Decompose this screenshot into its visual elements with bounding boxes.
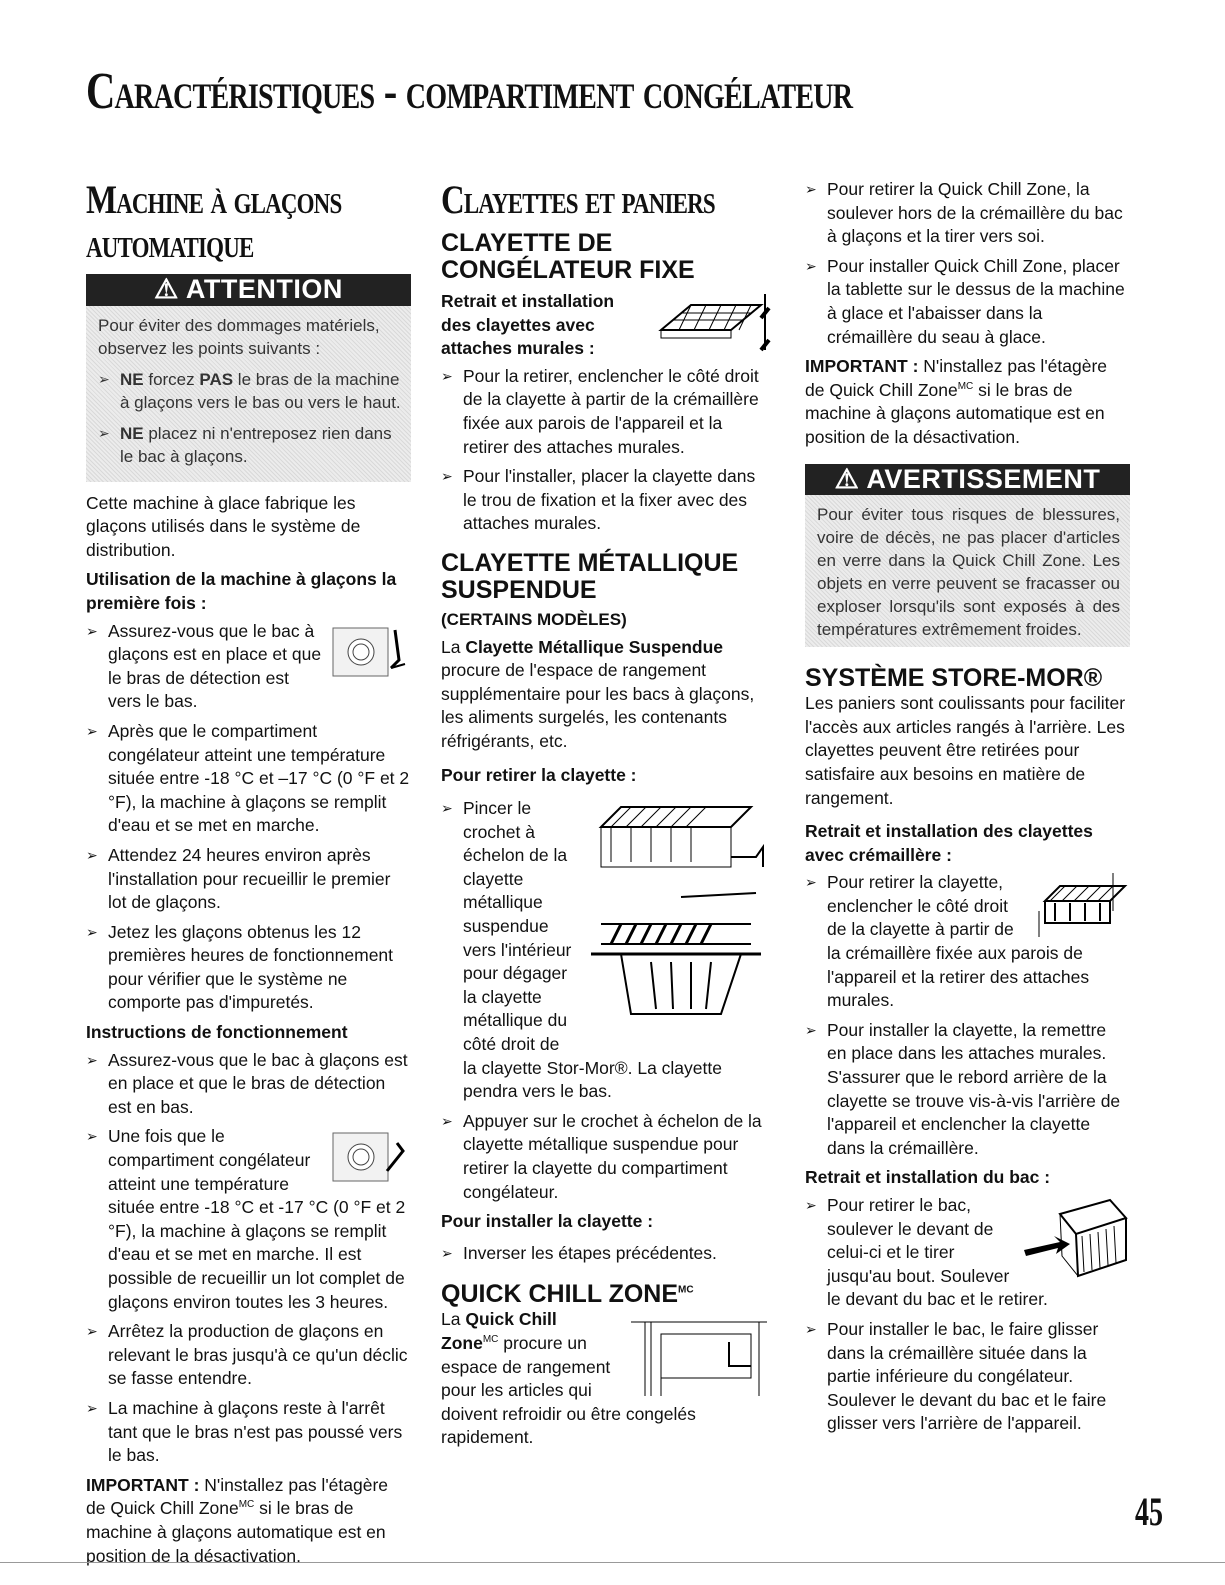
- ice-bin-illustration-2: [331, 1125, 411, 1185]
- rack-shelf-list: [805, 871, 1130, 1160]
- emph: Clayette Métallique Suspendue: [465, 636, 724, 657]
- trademark-sup: MC: [678, 1285, 694, 1297]
- column-ice-maker: [86, 178, 411, 1572]
- warning-box: [805, 464, 1130, 648]
- ice-maker-intro: Cette machine à glace fabrique les glaçons utilisés dans le système de distribution.: [86, 492, 361, 560]
- remove-shelf-list: [441, 797, 771, 1204]
- text-rest-2: placez ni n'entreposez rien dans le bac à glaçons.: [120, 423, 392, 466]
- bin-list: [805, 1194, 1130, 1436]
- attention-box: [86, 274, 411, 482]
- qcz-heading-text: QUICK CHILL ZONE: [441, 1280, 679, 1309]
- certain-models-label: (CERTAINS MODÈLES): [441, 609, 627, 629]
- column-store-mor: [805, 178, 1130, 1442]
- list-item: ➢ La machine à glaçons reste à l'arrêt tant que le bras n'est pas poussé vers le bas.: [86, 1397, 411, 1468]
- attention-item-2: [98, 422, 401, 468]
- list-item: ➢ Pour retirer la clayette, enclencher le côté droit de la clayette à partir de la crémaillère fixée aux parois de l'appareil et la retirer des attaches murales.: [805, 871, 1130, 1013]
- page-number: 45: [1135, 1489, 1163, 1534]
- important-text: N'installez pas l'étagère de Quick Chill Zone: [805, 356, 1108, 400]
- operation-list: [86, 1049, 411, 1468]
- first-use-heading: Utilisation de la machine à glaçons la première fois :: [86, 569, 397, 613]
- trademark-sup: MC: [238, 1499, 255, 1511]
- list-item: ➢ Pour l'installer, placer la clayette dans le trou de fixation et la fixer avec des attaches murales.: [441, 465, 771, 536]
- fixed-shelf-subheading: Retrait et installation des clayettes avec attaches murales :: [441, 291, 615, 359]
- bottom-rule: [0, 1562, 1225, 1563]
- important-label: IMPORTANT :: [805, 356, 919, 377]
- qcz-heading: [441, 1281, 771, 1308]
- emph-ne: NE: [120, 369, 144, 389]
- operation-heading: Instructions de fonctionnement: [86, 1022, 348, 1043]
- attention-body: [86, 306, 411, 482]
- storemor-intro: Les paniers sont coulissants pour faciliter l'accès aux articles rangés à l'arrière. Les clayettes peuvent être retirées pour satisfaire aux besoins en matière de rangement.: [805, 693, 1126, 808]
- emph-ne-2: NE: [120, 423, 144, 443]
- rack-shelf-heading: Retrait et installation des clayettes avec crémaillère :: [805, 821, 1093, 865]
- qcz-list: [805, 178, 1130, 349]
- important-note-2: [805, 355, 1130, 449]
- install-shelf-list: [441, 1242, 771, 1266]
- list-item: ➢ Pincer le crochet à échelon de la clayette métallique suspendue vers l'intérieur pour dégager la clayette métallique du côté droit de la clayette Stor-Mor®. La clayette pendra vers le bas.: [441, 797, 771, 1104]
- heading-line-2: automatique: [86, 221, 254, 266]
- important-text-2: si le bras de machine à glaçons automatique est en position de la désactivation.: [86, 1498, 386, 1566]
- important-label: IMPORTANT :: [86, 1474, 200, 1495]
- important-text: N'installez pas l'étagère de Quick Chill Zone: [86, 1474, 389, 1519]
- heading-line-1: Machine à glaçons: [86, 177, 342, 222]
- important-text-2: si le bras de machine à glaçons automatique est en position de la désactivation.: [805, 379, 1105, 447]
- list-item: ➢ Pour retirer le bac, soulever le devant de celui-ci et le tirer jusqu'au bout. Soulever le devant du bac et le retirer.: [805, 1194, 1130, 1312]
- metal-shelf-intro: [441, 636, 771, 754]
- install-shelf-heading: Pour installer la clayette :: [441, 1211, 654, 1232]
- warning-label: AVERTISSEMENT: [866, 463, 1101, 494]
- trademark-sup: MC: [957, 380, 974, 392]
- remove-shelf-heading: Pour retirer la clayette :: [441, 764, 637, 785]
- warning-header: [805, 464, 1130, 496]
- list-item-text: Une fois que le compartiment congélateur atteint une température située entre -18 °C et -17 °C (0 °F et 2 °F), la machine à glaçons se remplit d'eau et se met en marche. Il est possible de recueillir un lot complet de glaçons environ toutes les 3 heures.: [108, 1126, 406, 1312]
- attention-header: [86, 274, 411, 306]
- list-item: ➢ Appuyer sur le crochet à échelon de la clayette métallique suspendue pour retirer la clayette du compartiment congélateur.: [441, 1110, 771, 1204]
- attention-item-1: [98, 368, 401, 414]
- page-title: Caractéristiques - compartiment congélateur: [86, 63, 853, 120]
- text-rest: le bras de la machine à glaçons vers le bas ou vers le haut.: [120, 369, 401, 412]
- warning-body: Pour éviter tous risques de blessures, voire de décès, ne pas placer d'articles en verre dans la Quick Chill Zone. Les objets en verre peuvent se fracasser ou exploser lorsqu'ils sont exposés à des températures extrêmement froides.: [805, 495, 1130, 647]
- list-item: ➢ Après que le compartiment congélateur atteint une température située entre -18 °C et –17 °C (0 °F et 2 °F), la machine à glaçons se remplit d'eau et se met en marche.: [86, 720, 411, 838]
- trademark-sup: MC: [482, 1334, 499, 1346]
- text: procure un espace de rangement pour les articles qui doivent refroidir ou être congelés rapidement.: [441, 1332, 696, 1448]
- list-item: ➢ Inverser les étapes précédentes.: [441, 1242, 771, 1266]
- list-item: ➢ Pour installer le bac, le faire glisser dans la crémaillère située dans la partie inférieure du congélateur. Soulever le devant du bac et le faire glisser vers l'arrière de l'appareil.: [805, 1318, 1130, 1436]
- list-item: ➢ Pour retirer la Quick Chill Zone, la soulever hors de la crémaillère du bac à glaçons et la tirer vers soi.: [805, 178, 1130, 249]
- section-heading-ice-maker: [86, 178, 353, 266]
- list-item: ➢ Assurez-vous que le bac à glaçons est en place et que le bras de détection est vers le bas.: [86, 620, 411, 714]
- emph-pas: PAS: [199, 369, 234, 389]
- list-item: ➢ Assurez-vous que le bac à glaçons est en place et que le bras de détection est en bas.: [86, 1049, 411, 1120]
- attention-label: ATTENTION: [185, 274, 343, 304]
- text-forcez: forcez: [143, 369, 200, 389]
- important-note: [86, 1474, 411, 1568]
- quick-chill-zone-illustration: [621, 1308, 771, 1398]
- first-use-list: [86, 620, 411, 1016]
- list-item: ➢ Pour la retirer, enclencher le côté droit de la clayette à partir de la crémaillère fixée aux parois de l'appareil et la retirer des attaches murales.: [441, 365, 771, 459]
- emph: Quick Chill Zone: [441, 1309, 557, 1353]
- section-heading-shelves: Clayettes et paniers: [441, 177, 715, 222]
- text: La: [441, 636, 466, 657]
- fixed-shelf-list: [441, 365, 771, 536]
- list-item: ➢ Arrêtez la production de glaçons en relevant le bras jusqu'à ce qu'un déclic se fasse entendre.: [86, 1320, 411, 1391]
- storemor-heading: SYSTÈME STORE-MOR®: [805, 664, 1103, 693]
- list-item: ➢ Pour installer Quick Chill Zone, placer la tablette sur le dessus de la machine à glace et l'abaisser dans la crémaillère du seau à glace.: [805, 255, 1130, 349]
- fixed-shelf-illustration: [651, 290, 771, 360]
- list-item: [86, 1125, 411, 1314]
- list-item: ➢ Jetez les glaçons obtenus les 12 premières heures de fonctionnement pour vérifier que le système ne comporte pas d'impuretés.: [86, 921, 411, 1015]
- bin-heading: Retrait et installation du bac :: [805, 1167, 1051, 1188]
- warning-triangle-icon: ⚠: [154, 274, 179, 304]
- warning-triangle-icon: ⚠: [834, 463, 860, 494]
- list-item: ➢ Attendez 24 heures environ après l'installation pour recueillir le premier lot de glaçons.: [86, 844, 411, 915]
- text: La: [441, 1309, 466, 1330]
- column-shelves: [441, 178, 771, 1454]
- fixed-shelf-heading: CLAYETTE DE CONGÉLATEUR FIXE: [441, 229, 695, 284]
- list-item: ➢ Pour installer la clayette, la remettre en place dans les attaches murales. S'assurer que le rebord arrière de la clayette se trouve vis-à-vis l'arrière de l'appareil et enclencher la clayette dans la crémaillère.: [805, 1019, 1130, 1161]
- attention-intro: Pour éviter des dommages matériels, observez les points suivants :: [98, 315, 380, 358]
- text: procure de l'espace de rangement supplémentaire pour les bacs à glaçons, les aliments surgelés, les contenants réfrigérants, etc.: [441, 660, 755, 751]
- metal-shelf-heading: CLAYETTE MÉTALLIQUE SUSPENDUE: [441, 548, 739, 604]
